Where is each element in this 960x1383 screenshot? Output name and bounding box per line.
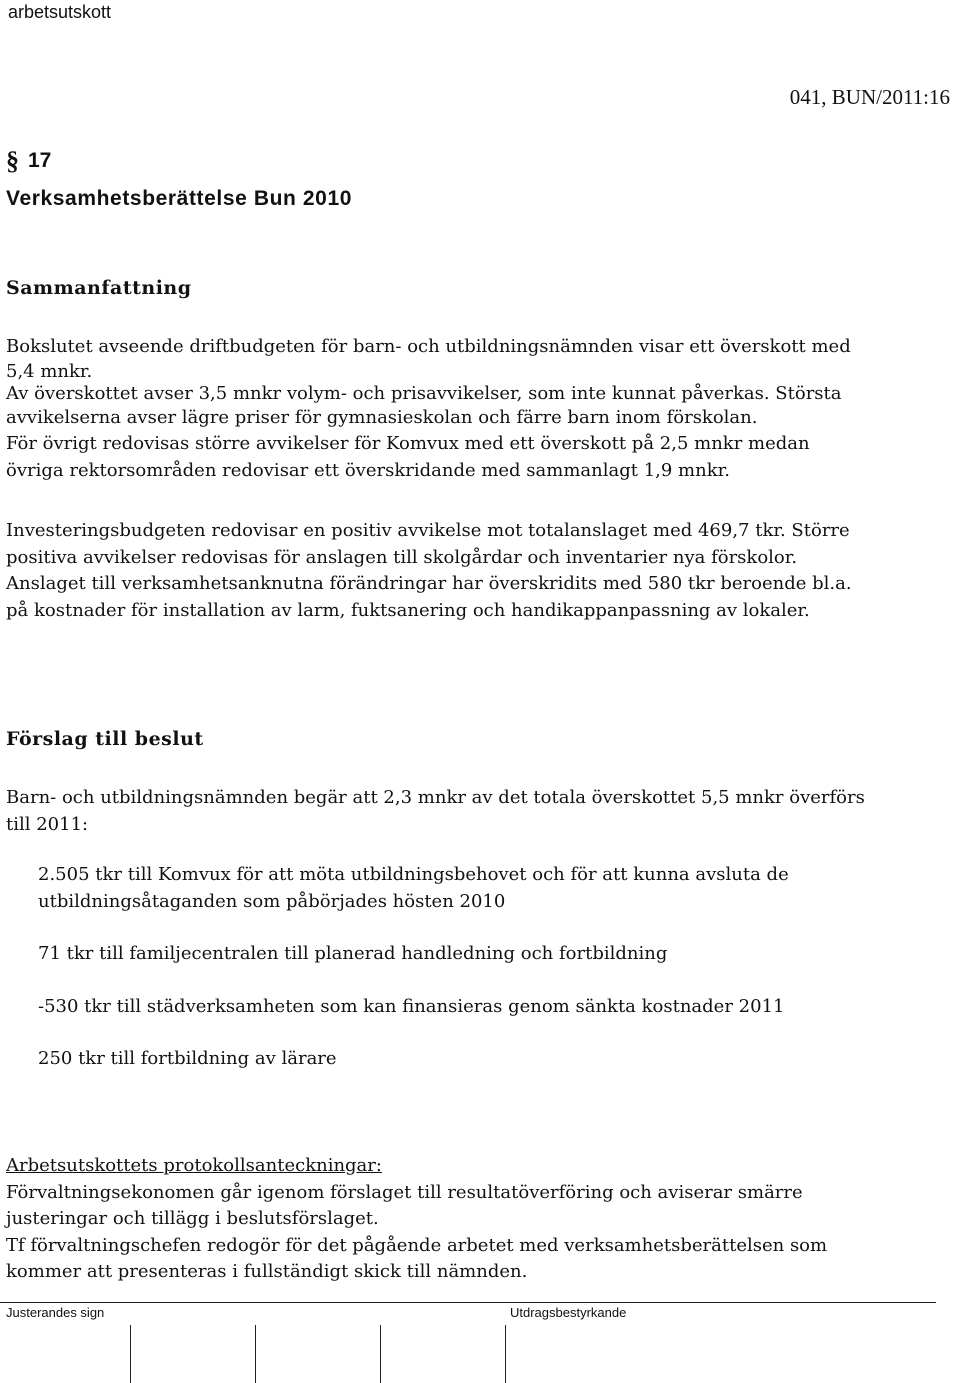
summary-paragraph-2 xyxy=(6,518,951,624)
page-title: Verksamhetsberättelse Bun 2010 xyxy=(6,187,353,210)
text-line: justeringar och tillägg i beslutsförslaget. xyxy=(6,1208,379,1229)
header-left-text: arbetsutskott xyxy=(8,2,112,22)
signature-box-divider xyxy=(255,1325,256,1383)
text-line: avvikelserna avser lägre priser för gymnasieskolan och färre barn inom förskolan. xyxy=(6,406,758,428)
proposal-item xyxy=(38,862,960,915)
text-line: på kostnader för installation av larm, fuktsanering och handikappanpassning av lokaler. xyxy=(6,599,810,621)
text-line: Barn- och utbildningsnämnden begär att 2,3 mnkr av det totala överskottet 5,5 mnkr överförs xyxy=(6,787,865,808)
text-line: Investeringsbudgeten redovisar en positiv avvikelse mot totalanslaget med 469,7 tkr. Större xyxy=(6,520,850,541)
text-line: övriga rektorsområden redovisar ett överskridande med sammanlagt 1,9 mnkr. xyxy=(6,459,730,481)
extract-label: Utdragsbestyrkande xyxy=(510,1305,627,1320)
signature-box-divider xyxy=(505,1325,506,1383)
text-line: Bokslutet avseende driftbudgeten för barn- och utbildningsnämnden visar ett överskott med xyxy=(6,336,851,357)
proposal-item xyxy=(38,941,960,968)
footer-divider xyxy=(0,1302,936,1303)
text-line: 250 tkr till fortbildning av lärare xyxy=(38,1048,337,1069)
text-line: utbildningsåtaganden som påbörjades hösten 2010 xyxy=(38,890,506,912)
text-line: kommer att presenteras i fullständigt skick till nämnden. xyxy=(6,1261,528,1282)
text-line: 71 tkr till familjecentralen till planerad handledning och fortbildning xyxy=(38,943,668,964)
notes-heading: Arbetsutskottets protokollsanteckningar: xyxy=(6,1155,382,1176)
proposal-item xyxy=(38,994,960,1021)
protocol-notes xyxy=(6,1153,951,1286)
text-line: till 2011: xyxy=(6,813,89,835)
proposal-item xyxy=(38,1046,960,1073)
text-line: 5,4 mnkr. xyxy=(6,360,93,382)
summary-heading: Sammanfattning xyxy=(6,277,192,299)
text-line: 2.505 tkr till Komvux för att möta utbildningsbehovet och för att kunna avsluta de xyxy=(38,864,789,885)
proposal-heading: Förslag till beslut xyxy=(6,728,204,750)
signature-box-divider xyxy=(380,1325,381,1383)
signature-box-divider xyxy=(130,1325,131,1383)
document-reference: 041, BUN/2011:16 xyxy=(789,85,950,109)
paragraph-number: 17 xyxy=(28,149,52,172)
sign-label: Justerandes sign xyxy=(6,1305,105,1320)
text-line: För övrigt redovisas större avvikelser för Komvux med ett överskott på 2,5 mnkr medan xyxy=(6,433,810,454)
text-line: Av överskottet avser 3,5 mnkr volym- och prisavvikelser, som inte kunnat påverkas. Största xyxy=(6,382,842,404)
paragraph-sign: § xyxy=(6,146,19,175)
summary-paragraph-1 xyxy=(6,334,951,484)
proposal-intro xyxy=(6,785,951,838)
text-line: positiva avvikelser redovisas för anslagen till skolgårdar och inventarier nya förskolor. xyxy=(6,546,798,568)
text-line: Tf förvaltningschefen redogör för det pågående arbetet med verksamhetsberättelsen som xyxy=(6,1234,828,1256)
text-line: Anslaget till verksamhetsanknutna förändringar har överskridits med 580 tkr beroende bl.a. xyxy=(6,573,852,594)
text-line: Förvaltningsekonomen går igenom förslaget till resultatöverföring och aviserar smärre xyxy=(6,1181,803,1203)
text-line: -530 tkr till städverksamheten som kan finansieras genom sänkta kostnader 2011 xyxy=(38,996,785,1017)
